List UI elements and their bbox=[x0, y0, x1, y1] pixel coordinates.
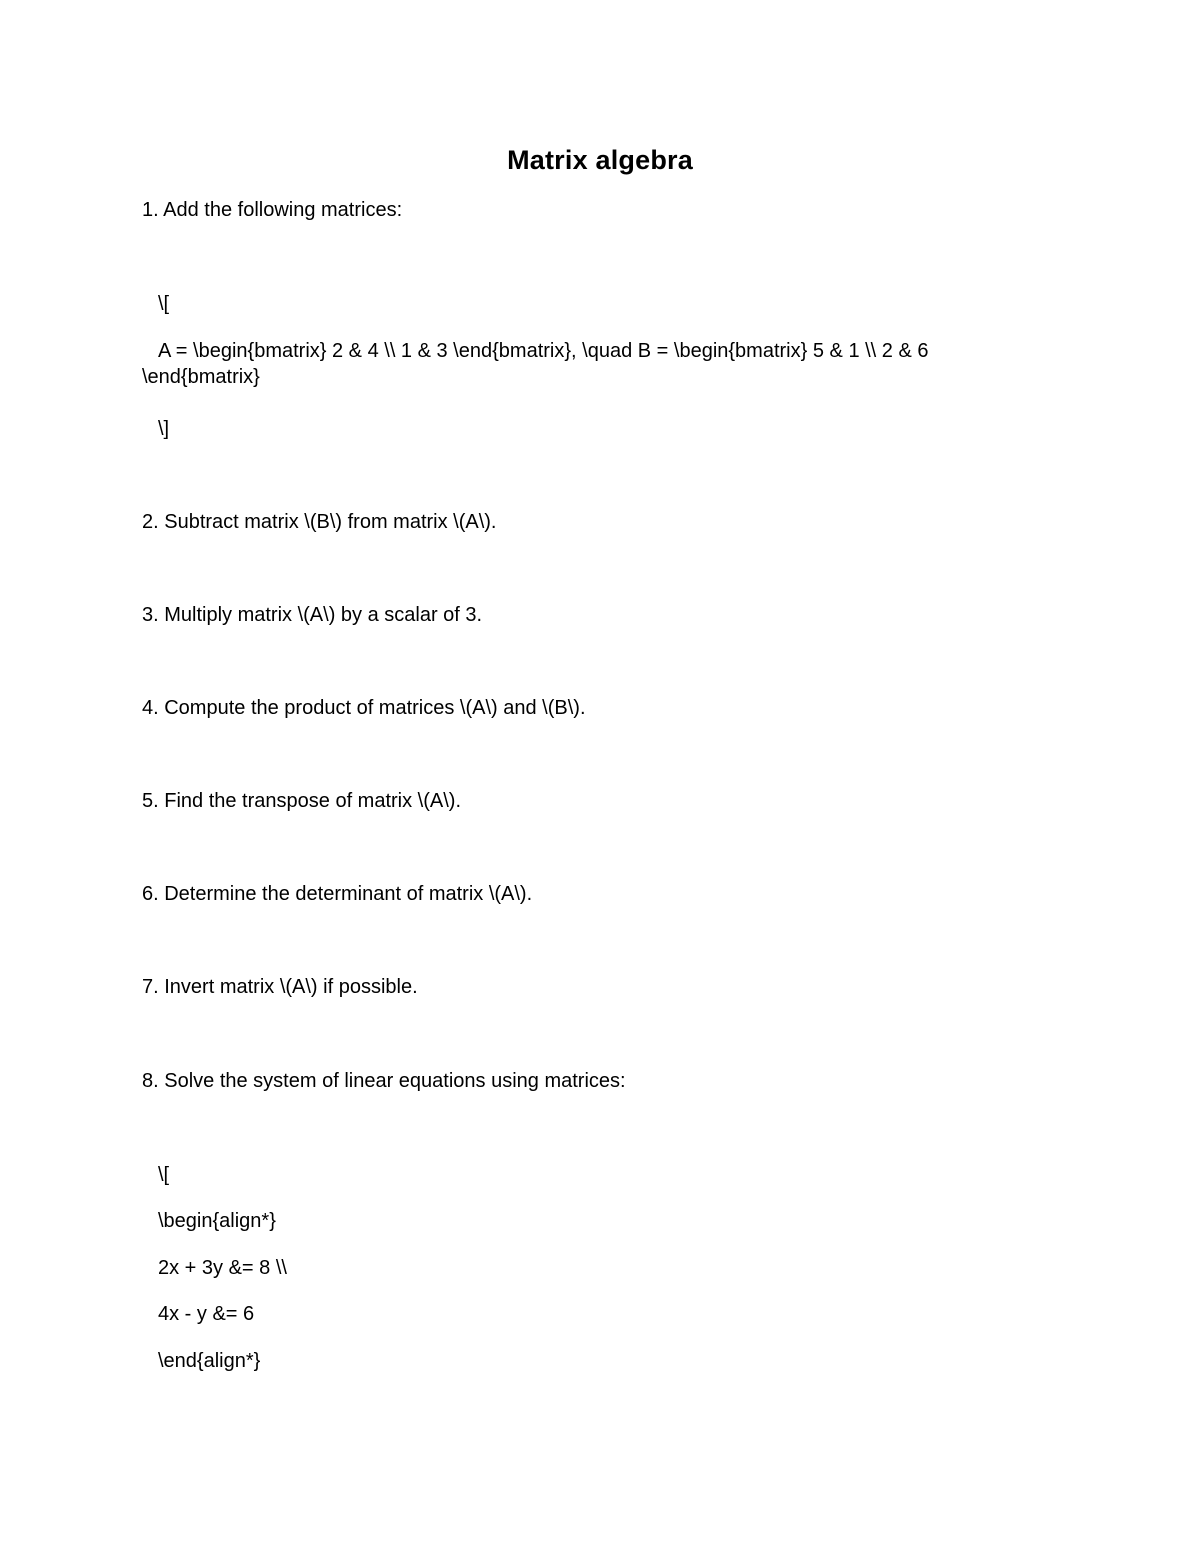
question-6: 6. Determine the determinant of matrix \(A\). bbox=[142, 883, 533, 905]
question-8-prompt: 8. Solve the system of linear equations using matrices: bbox=[142, 1070, 626, 1092]
question-8-align-begin: \begin{align*} bbox=[158, 1210, 276, 1232]
question-3: 3. Multiply matrix \(A\) by a scalar of 3. bbox=[142, 604, 483, 626]
question-1-prompt: 1. Add the following matrices: bbox=[142, 199, 403, 221]
question-7: 7. Invert matrix \(A\) if possible. bbox=[142, 976, 418, 998]
question-8-equation-2: 4x - y &= 6 bbox=[158, 1303, 255, 1325]
question-5: 5. Find the transpose of matrix \(A\). bbox=[142, 790, 462, 812]
question-8-align-end: \end{align*} bbox=[158, 1350, 261, 1372]
question-8-math-open: \[ bbox=[158, 1164, 170, 1186]
question-8-equation-1: 2x + 3y &= 8 \\ bbox=[158, 1257, 287, 1279]
question-2: 2. Subtract matrix \(B\) from matrix \(A\). bbox=[142, 511, 497, 533]
question-4: 4. Compute the product of matrices \(A\) and \(B\). bbox=[142, 697, 586, 719]
question-1-matrix-definition: A = \begin{bmatrix} 2 & 4 \\ 1 & 3 \end{bmatrix}, \quad B = \begin{bmatrix} 5 & 1 \\ 2 & 6 \end{bmatrix} bbox=[142, 340, 929, 388]
question-1-math-open: \[ bbox=[158, 293, 170, 315]
question-1-math-close: \] bbox=[158, 418, 170, 440]
page-title: Matrix algebra bbox=[507, 145, 693, 175]
